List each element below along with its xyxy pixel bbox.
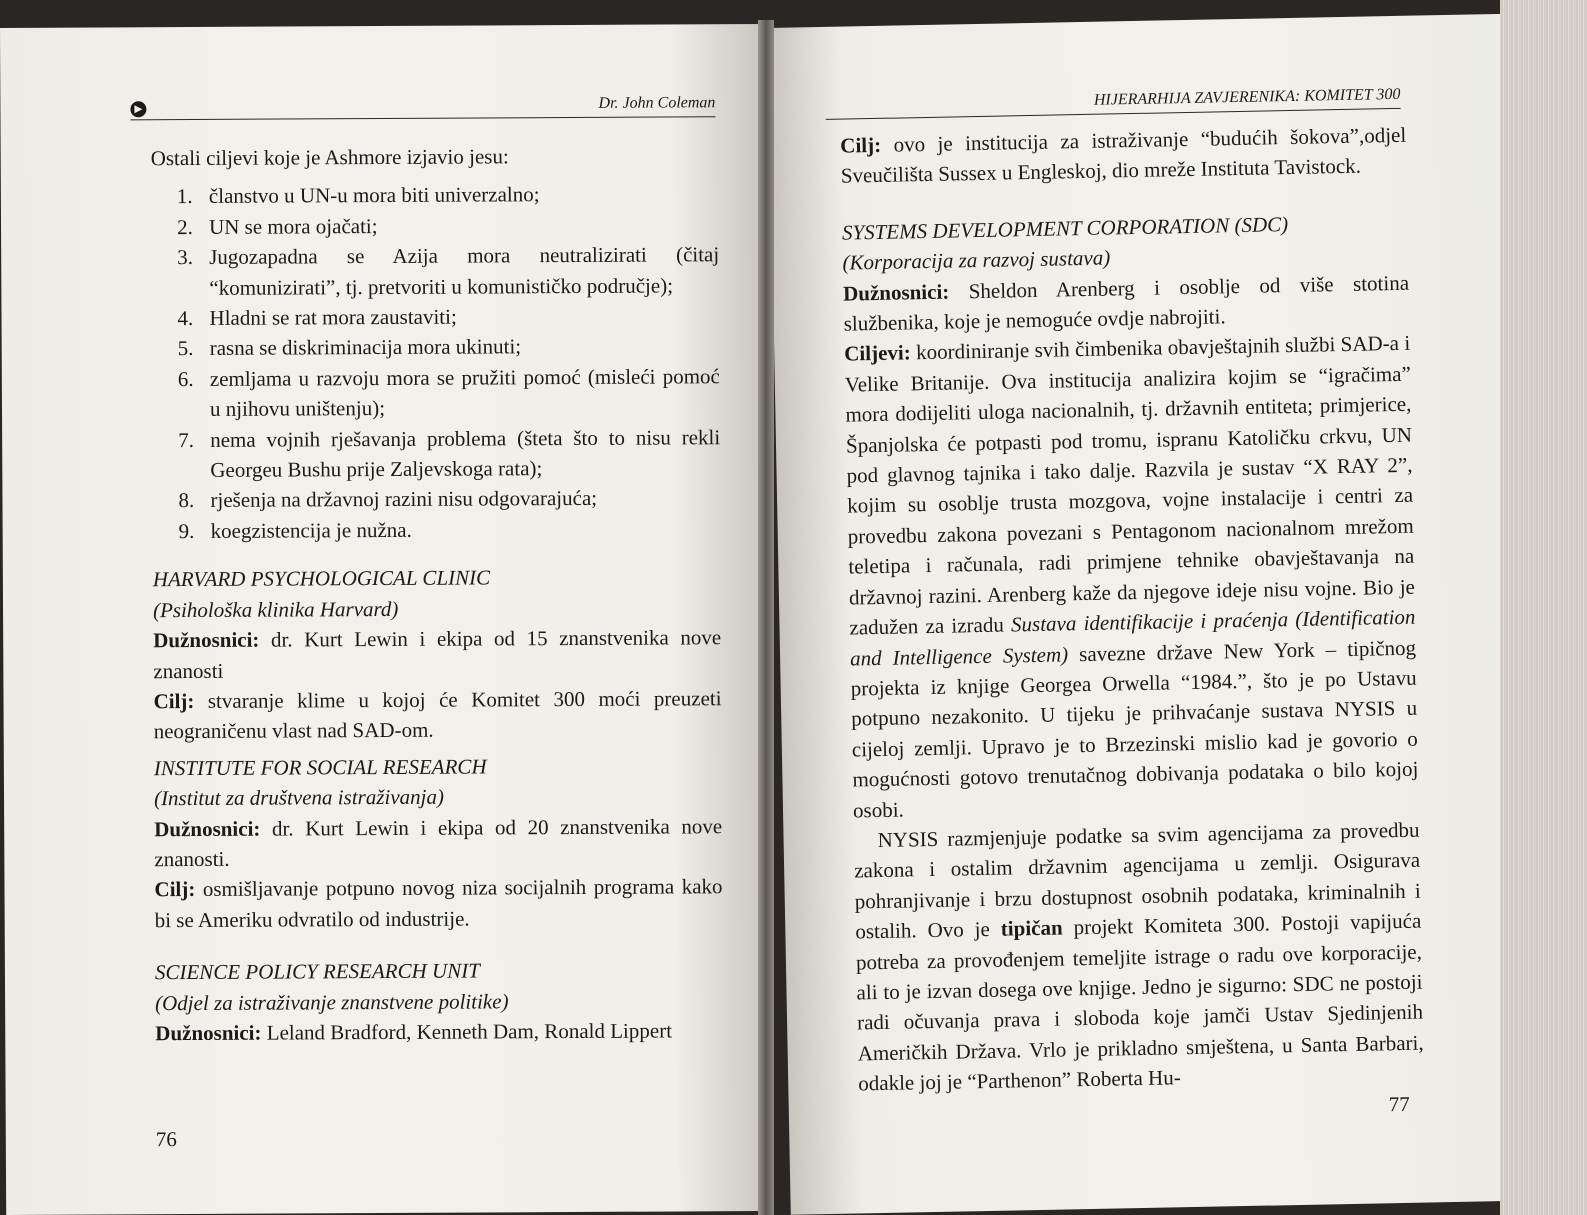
section-subheading: (Institut za društvena istraživanja) (153, 784, 445, 811)
list-intro: Ostali ciljevi koje je Ashmore izjavio jesu: (150, 144, 509, 171)
list-item (152, 422, 720, 486)
officials-label: Dužnosnici: (842, 279, 950, 306)
list-item-text: rješenja na državnoj razini nisu odgovarajuća; (210, 486, 598, 513)
list-number: 2. (176, 214, 193, 239)
right-page (768, 14, 1527, 1215)
list-item-text: članstvo u UN-u mora biti univerzalno; (208, 182, 540, 209)
officials-label: Dužnosnici: (153, 627, 260, 653)
list-item-text: zemljama u razvoju mora se pružiti pomoć (misleći pomoć u njihovu uništenju); (209, 364, 720, 422)
goals-text-continued: savezne države New York – tipičnog projekta iz knjige Georgea Orwella “1984.”, što je po Ustavu potpuno nezakonito. U tijeku je prihvaćanje sustava NYSIS u cijeloj zemlji. Upravo je to Brzezinski mislio kad je govorio o mogućnosti gotovo trenutačnog dobivanja podataka o bilo kojoj osobi. (850, 635, 1419, 823)
list-number: 6. (177, 366, 194, 391)
goal-label: Cilj: (840, 132, 882, 158)
list-item-text: Jugozapadna se Azija mora neutralizirati (čitaj “komunizirati”, tj. pretvoriti u komunističko područje); (209, 242, 720, 300)
section-heading: HARVARD PSYCHOLOGICAL CLINIC (152, 565, 491, 592)
list-item (152, 331, 720, 364)
page-number-left: 76 (155, 1127, 177, 1152)
section-heading: SYSTEMS DEVELOPMENT CORPORATION (SDC) (841, 211, 1289, 245)
list-number: 4. (177, 306, 194, 331)
goals-italic-title: Sustava identifikacije i praćenja (Identification and Intelligence System) (849, 604, 1416, 671)
section-subheading: (Korporacija za razvoj sustava) (842, 245, 1111, 275)
nysis-text: NYSIS razmjenjuje podatke sa svim agencijama za provedbu zakona i ostalim državnim agencijama u zemlji. Osigurava pohranjivanje i brzu dostupnost osobnih podataka, kriminalnih i ostalih. Ovo je (853, 817, 1421, 944)
officials-paragraph (155, 1015, 723, 1048)
list-number: 3. (177, 245, 194, 270)
list-number: 8. (178, 488, 195, 513)
list-item-text: rasna se diskriminacija mora ukinuti; (209, 334, 522, 361)
running-head-right: HIJERARHIJA ZAVJERENIKA: KOMITET 300 (825, 86, 1400, 120)
officials-text: Sheldon Arenberg i osoblje od više stotina službenika, koje je nemoguće ovdje nabrojiti. (843, 270, 1410, 336)
list-item (152, 483, 720, 516)
goal-label: Cilj: (154, 877, 196, 902)
list-item (151, 300, 719, 333)
goal-paragraph (840, 120, 1407, 192)
goals-paragraph (844, 328, 1419, 825)
officials-paragraph (154, 811, 722, 875)
list-number: 7. (178, 427, 194, 452)
goal-paragraph (153, 683, 721, 747)
section-subheading: (Odjel za istraživanje znanstvene politike) (155, 988, 509, 1015)
list-number: 1. (176, 184, 193, 209)
officials-text: dr. Kurt Lewin i ekipa od 20 znanstvenika nove znanosti. (154, 813, 723, 872)
book-gutter (758, 20, 774, 1215)
officials-paragraph (153, 622, 721, 686)
page-edges (1500, 0, 1587, 1215)
list-number: 5. (177, 336, 194, 361)
list-item-text: Hladni se rat mora zaustaviti; (209, 304, 457, 330)
section-heading: SCIENCE POLICY RESEARCH UNIT (154, 958, 480, 985)
nysis-paragraph (853, 815, 1424, 1099)
list-item-text: koegzistencija je nužna. (210, 517, 412, 543)
page-number-right: 77 (1388, 1091, 1411, 1117)
list-item (151, 239, 719, 303)
officials-text: dr. Kurt Lewin i ekipa od 15 znanstvenika nove znanosti (153, 625, 722, 683)
list-item (151, 209, 719, 242)
goals-text: koordiniranje svih čimbenika obavještajnih službi SAD-a i Velike Britanije. Ova institucija analizira kojim se “igračima” mora dodijeliti uloga nacionalnih, tj. državnih entiteta; primjerice, Španjolska će potpasti pod tromu, ispranu Katoličku crkvu, UN pod glavnog tajnika i tako dalje. Razvila je sustav “X RAY 2”, kojim su osoblje trusta mozgova, vojne instalacije i centri za provedbu zakona povezani s Pentagonom nacionalnom mrežom teletipa i računala, radi primjene tehnike obavještavanja na državnoj razini. Arenberg kaže da njegove ideje nisu vojne. Bio je zadužen za izradu (844, 331, 1416, 640)
goals-label: Ciljevi: (844, 340, 911, 367)
goals-list (151, 179, 721, 547)
goal-paragraph (154, 872, 722, 936)
emphasis-word: tipičan (1000, 915, 1063, 941)
officials-label: Dužnosnici: (155, 1020, 262, 1046)
list-item (153, 513, 721, 546)
nysis-text-continued: projekt Komiteta 300. Postoji vapijuća potreba za provođenjem temeljite istrage o radu ove korporacije, ali to je izvan dosega ove knjige. Jedno je sigurno: SDC ne postoji radi očuvanja prava i sloboda koje jamči Ustav Sjedinjenih Američkih Država. Vrlo je prikladno smještena, u Santa Barbari, odakle joj je “Parthenon” Roberta Hu- (855, 908, 1424, 1096)
left-page-body (151, 140, 724, 1048)
left-page (0, 24, 768, 1215)
list-item (151, 179, 719, 212)
goal-text: osmišljavanje potpuno novog niza socijalnih programa kako bi se Ameriku odvratilo od industrije. (154, 874, 723, 932)
officials-text: Leland Bradford, Kenneth Dam, Ronald Lippert (266, 1018, 673, 1045)
section-heading: INSTITUTE FOR SOCIAL RESEARCH (153, 754, 487, 780)
running-head-left: Dr. John Coleman (130, 94, 715, 120)
list-item-text: nema vojnih rješavanja problema (šteta što to nisu rekli Georgeu Bushu prije Zaljevskoga rata); (210, 424, 721, 482)
list-item-text: UN se mora ojačati; (208, 213, 378, 239)
section-subheading: (Psihološka klinika Harvard) (152, 596, 399, 622)
goal-text: stvaranje klime u kojoj će Komitet 300 moći preuzeti neograničenu vlast nad SAD-om. (153, 686, 722, 744)
list-item (152, 361, 720, 425)
officials-paragraph (843, 267, 1410, 339)
list-number: 9. (178, 518, 195, 543)
goal-label: Cilj: (153, 688, 195, 714)
goal-text: ovo je institucija za istraživanje “budućih šokova”,odjel Sveučilišta Sussex u Engleskoj, dio mreže Instituta Tavistock. (840, 122, 1407, 189)
officials-label: Dužnosnici: (154, 816, 261, 841)
right-page-body (840, 120, 1424, 1099)
